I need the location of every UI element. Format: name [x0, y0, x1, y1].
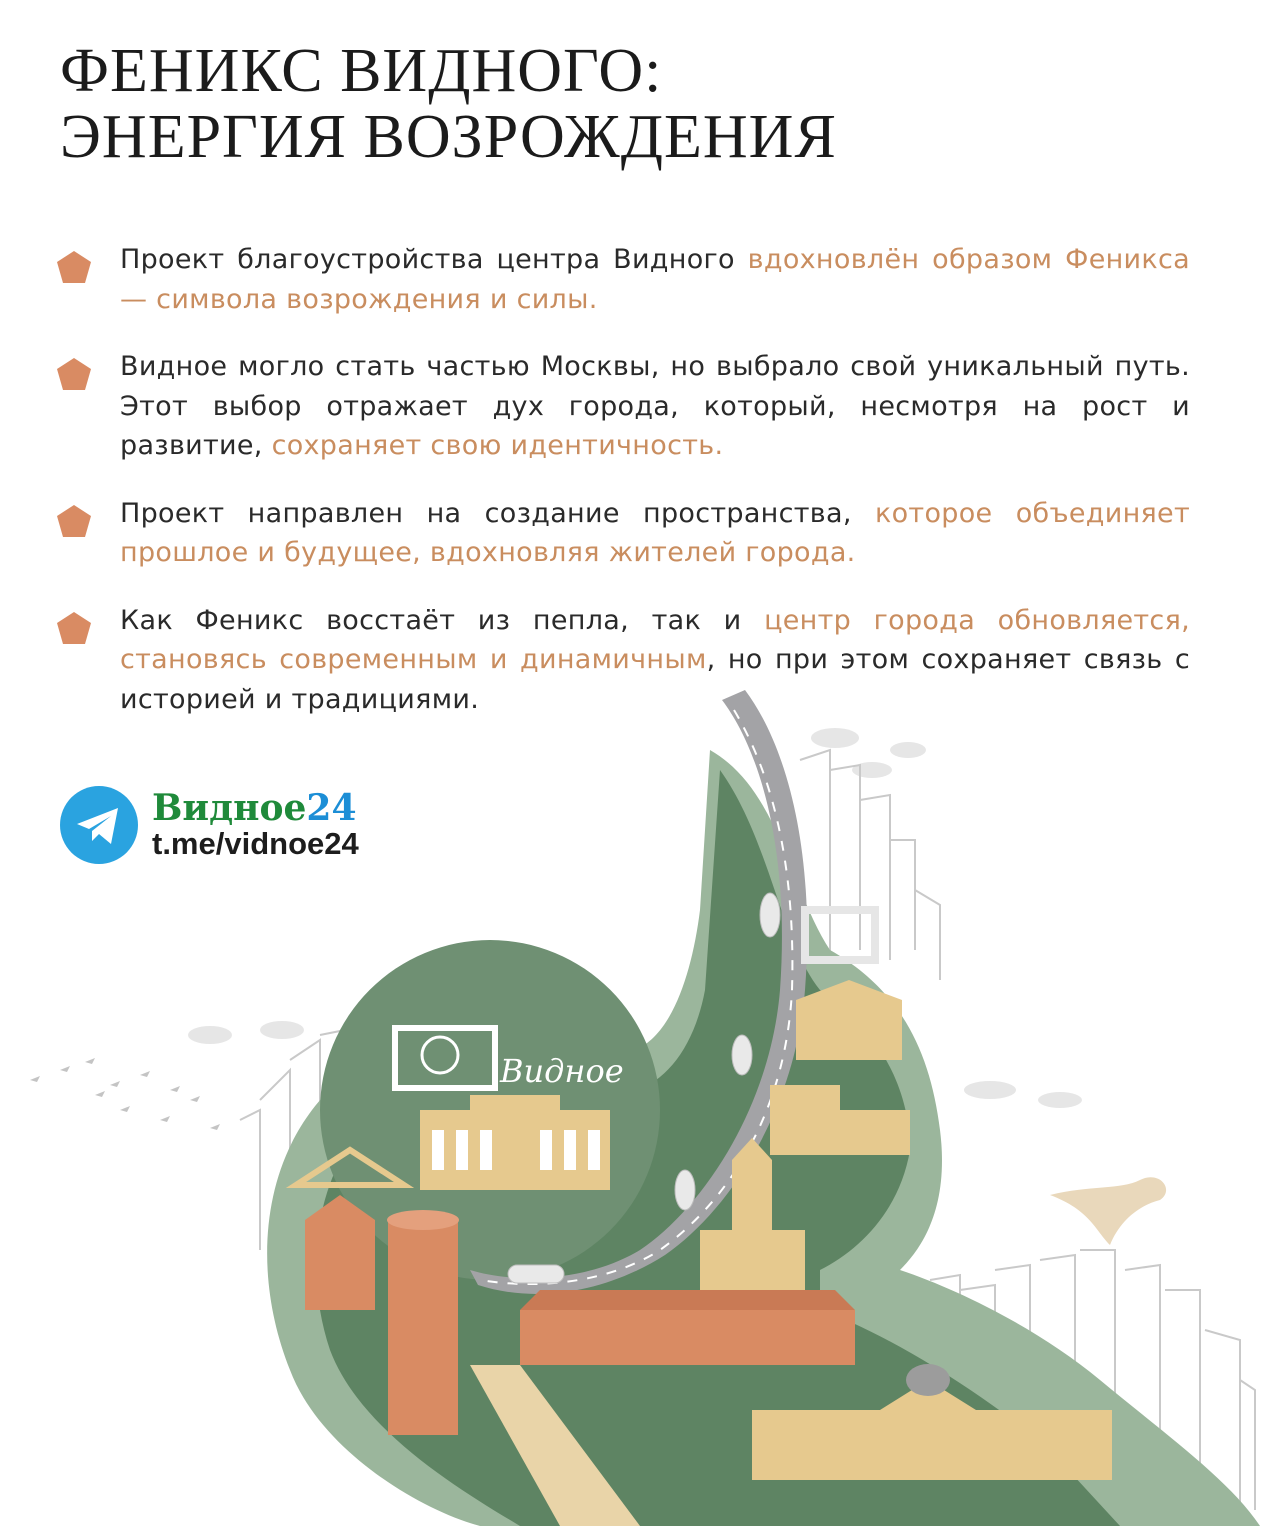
highlight-text: центр города обновляется, становясь современным и динамичным	[120, 604, 1190, 675]
title-line-1: ФЕНИКС ВИДНОГО:	[60, 37, 663, 105]
channel-name: Видное24	[152, 787, 357, 829]
pentagon-bullet-icon	[56, 504, 92, 538]
bullet-item	[56, 240, 1190, 319]
vidnoe-sign: Видное	[500, 1052, 624, 1090]
bullet-text: Видное могло стать частью Москвы, но выбрало свой уникальный путь. Этот выбор отражает дух города, который, несмотря на рост и развитие, сохраняет свою идентичность.	[120, 351, 1190, 461]
pentagon-bullet-icon	[56, 250, 92, 284]
pentagon-bullet-icon	[56, 357, 92, 391]
pentagon-bullet-icon	[56, 611, 92, 645]
page-title	[60, 38, 1220, 170]
highlight-text: вдохновлён образом Феникса — символа возрождения и силы.	[120, 244, 1191, 315]
bullet-list	[56, 240, 1190, 747]
phoenix-silhouette	[1050, 1177, 1166, 1245]
bullet-text: Как Феникс восстаёт из пепла, так и центр города обновляется, становясь современным и динамичным, но при этом сохраняет связь с историей и традициями.	[120, 604, 1190, 715]
bullet-text: Проект благоустройства центра Видного вдохновлён образом Феникса — символа возрождения и силы.	[120, 244, 1191, 315]
highlight-text: которое объединяет прошлое и будущее, вдохновляя жителей города.	[120, 497, 1190, 568]
channel-link[interactable]: t.me/vidnoe24	[152, 826, 359, 861]
bullet-text: Проект направлен на создание пространства, которое объединяет прошлое и будущее, вдохновляя жителей города.	[120, 497, 1190, 568]
title-line-2: ЭНЕРГИЯ ВОЗРОЖДЕНИЯ	[60, 103, 837, 171]
highlight-text: сохраняет свою идентичность.	[271, 430, 724, 461]
bird-flock	[30, 1058, 220, 1130]
bullet-item	[56, 494, 1190, 573]
phoenix-city-illustration	[0, 690, 1280, 1526]
bullet-item	[56, 347, 1190, 466]
